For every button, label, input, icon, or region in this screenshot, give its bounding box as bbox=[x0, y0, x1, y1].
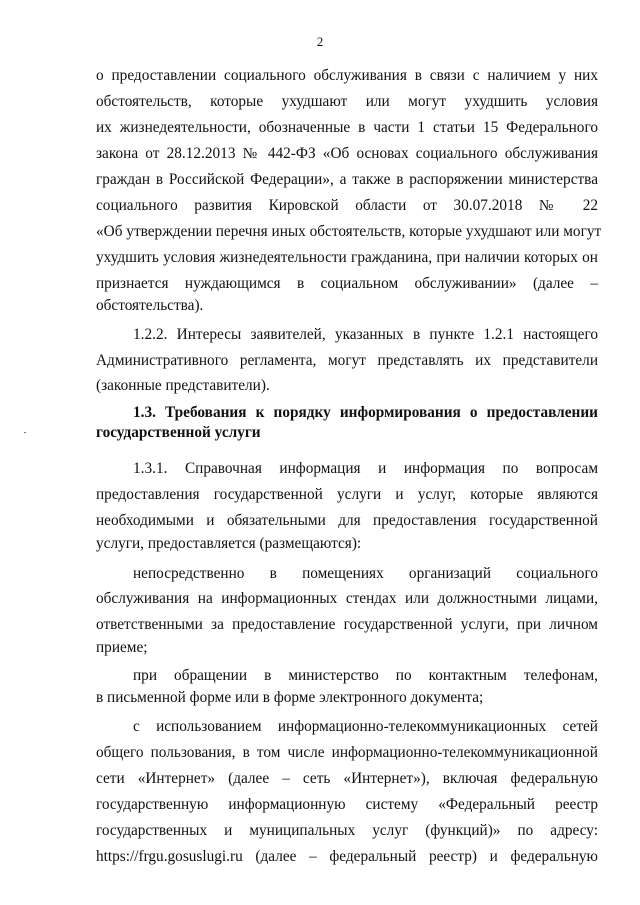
text-line: «Об утверждении перечня иных обстоятельств, которые ухудшают или могут bbox=[96, 223, 602, 240]
text-line: услуги, предоставляется (размещаются): bbox=[96, 535, 362, 552]
text-line: о предоставлении социального обслуживания в связи с наличием у них bbox=[96, 67, 598, 84]
text-line: https://frgu.gosuslugi.ru (далее – федеральный реестр) и федеральную bbox=[96, 848, 598, 865]
text-line: признается нуждающимся в социальном обслуживании» (далее – bbox=[96, 275, 598, 292]
text-line: ухудшить условия жизнедеятельности гражданина, при наличии которых он bbox=[96, 249, 598, 266]
text-line: 1.3.1. Справочная информация и информация по вопросам bbox=[133, 460, 598, 477]
text-line: предоставления государственной услуги и услуг, которые являются bbox=[96, 486, 598, 503]
text-line: обстоятельства). bbox=[96, 297, 204, 314]
text-line: ответственными за предоставление государственной услуги, при личном bbox=[96, 616, 598, 633]
text-line: приеме; bbox=[96, 639, 148, 656]
text-line: государственную информационную систему «Федеральный реестр bbox=[96, 796, 598, 813]
text-line: обслуживания на информационных стендах или должностными лицами, bbox=[96, 590, 598, 607]
text-line: общего пользования, в том числе информационно-телекоммуникационной bbox=[96, 744, 598, 761]
text-line: граждан в Российской Федерации», а также в распоряжении министерства bbox=[96, 171, 598, 188]
text-line: закона от 28.12.2013 № 442-ФЗ «Об основах социального обслуживания bbox=[96, 145, 598, 162]
page-number: 2 bbox=[316, 34, 324, 49]
text-line: в письменной форме или в форме электронного документа; bbox=[96, 689, 484, 706]
text-line: необходимыми и обязательными для предоставления государственной bbox=[96, 512, 598, 529]
text-line: социального развития Кировской области от 30.07.2018 № 22 bbox=[96, 197, 598, 214]
text-line: с использованием информационно-телекоммуникационных сетей bbox=[133, 718, 598, 735]
text-line: при обращении в министерство по контактным телефонам, bbox=[133, 667, 598, 684]
text-line: 1.2.2. Интересы заявителей, указанных в пункте 1.2.1 настоящего bbox=[133, 326, 598, 343]
margin-mark bbox=[24, 432, 26, 433]
text-line: сети «Интернет» (далее – сеть «Интернет»), включая федеральную bbox=[96, 770, 598, 787]
text-line: непосредственно в помещениях организаций социального bbox=[133, 565, 598, 582]
text-line: Административного регламента, могут представлять их представители bbox=[96, 352, 598, 369]
text-line: (законные представители). bbox=[96, 377, 270, 394]
text-line: их жизнедеятельности, обозначенные в части 1 статьи 15 Федерального bbox=[96, 119, 598, 136]
text-line: обстоятельств, которые ухудшают или могут ухудшить условия bbox=[96, 93, 598, 110]
section-heading: 1.3. Требования к порядку информирования о предоставлении bbox=[133, 404, 598, 421]
text-line: государственных и муниципальных услуг (функций)» по адресу: bbox=[96, 822, 598, 839]
section-heading: государственной услуги bbox=[96, 424, 261, 441]
